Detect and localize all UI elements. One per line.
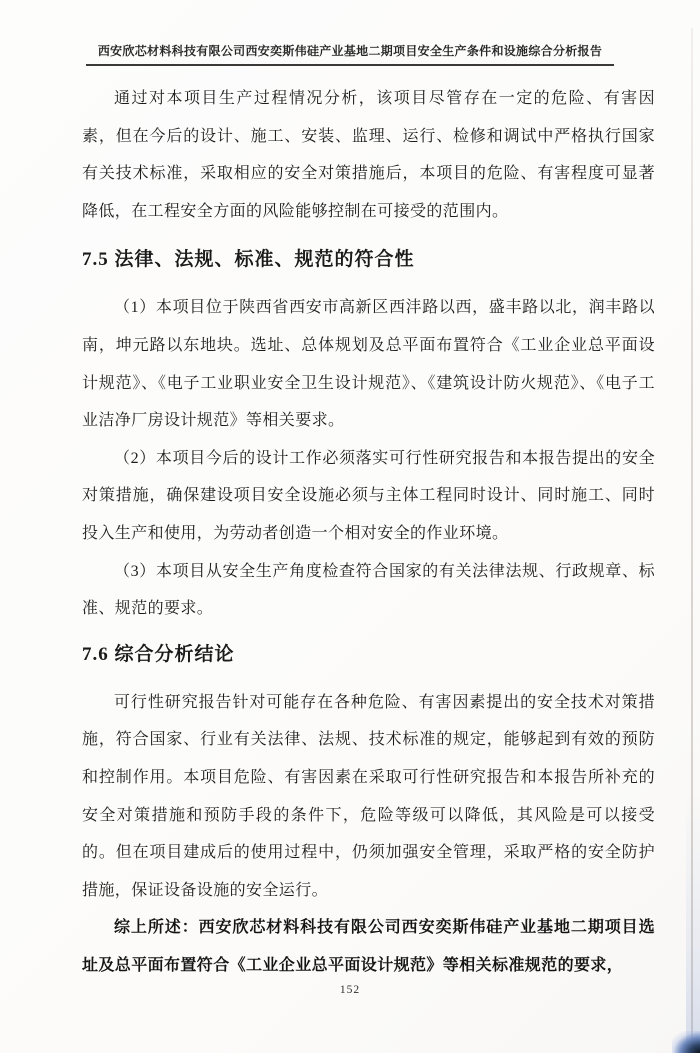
paragraph-7-5-item2: （2）本项目今后的设计工作必须落实可行性研究报告和本报告提出的安全对策措施，确保建设项目安全设施必须与主体工程同时设计、同时施工、同时投入生产和使用，为劳动者创造一个相对安全的作业环境。 [82, 449, 655, 542]
paragraph-conclusion: 综上所述：西安欣芯材料科技有限公司西安奕斯伟硅产业基地二期项目选址及总平面布置符合《工业企业总平面设计规范》等相关标准规范的要求， [82, 919, 655, 974]
scan-edge-tint [686, 793, 700, 1053]
heading-7-6: 7.6 综合分析结论 [82, 643, 235, 665]
running-head: 西安欣芯材料科技有限公司西安奕斯伟硅产业基地二期项目安全生产条件和设施综合分析报告 [86, 44, 614, 66]
heading-7-5: 7.5 法律、法规、标准、规范的符合性 [82, 249, 415, 271]
page-number: 152 [339, 984, 361, 996]
page-body [82, 80, 655, 984]
paragraph-7-5-item1: （1）本项目位于陕西省西安市高新区西沣路以西，盛丰路以北，润丰路以南，坤元路以东地块。选址、总体规划及总平面布置符合《工业企业总平面设计规范》、《电子工业职业安全卫生设计规范》、《建筑设计防火规范》、《电子工业洁净厂房设计规范》等相关要求。 [82, 299, 655, 430]
paragraph-7-5-item3: （3）本项目从安全生产角度检查符合国家的有关法律法规、行政规章、标准、规范的要求。 [82, 562, 655, 618]
paragraph-overview: 通过对本项目生产过程情况分析，该项目尽管存在一定的危险、有害因素，但在今后的设计、施工、安装、监理、运行、检修和调试中严格执行国家有关技术标准，采取相应的安全对策措施后，本项目的危险、有害程度可显著降低，在工程安全方面的风险能够控制在可接受的范围内。 [82, 90, 655, 220]
scan-corner-smudge [672, 1031, 700, 1053]
paragraph-7-6-analysis: 可行性研究报告针对可能存在各种危险、有害因素提出的安全技术对策措施，符合国家、行业有关法律、法规、技术标准的规定，能够起到有效的预防和控制作用。本项目危险、有害因素在采取可行性研究报告和本报告所补充的安全对策措施和预防手段的条件下，危险等级可以降低，其风险是可以接受的。但在项目建成后的使用过程中，仍须加强安全管理，采取严格的安全防护措施，保证设备设施的安全运行。 [82, 693, 655, 899]
